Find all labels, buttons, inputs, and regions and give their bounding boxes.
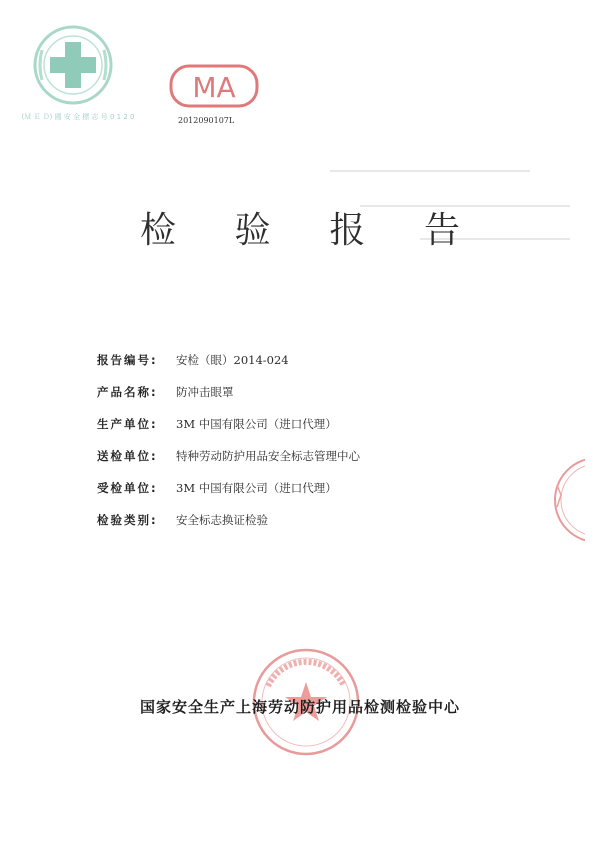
title-char: 告	[423, 210, 460, 251]
safety-logo	[18, 20, 135, 130]
field-value: 特种劳动防护用品安全标志管理中心	[176, 449, 360, 463]
field-submitting-unit	[97, 448, 517, 480]
field-product-name	[97, 384, 517, 416]
field-inspection-type	[97, 512, 517, 544]
field-value: 安检（眼）2014-024	[176, 353, 289, 367]
field-report-number	[97, 352, 517, 384]
field-value: 防冲击眼罩	[176, 385, 234, 399]
field-label: 生产单位:	[97, 417, 158, 431]
title-char: 报	[329, 210, 366, 251]
title-char: 验	[234, 210, 271, 251]
field-label: 受检单位:	[97, 481, 158, 495]
safety-cross-icon	[28, 20, 118, 110]
ma-number: 2012090107L	[178, 116, 235, 125]
logo-caption: (Ｍ Ｅ Ｄ) 國 安 全 標 志 号 0 1 2 0	[21, 113, 135, 121]
partial-seal-right-icon	[545, 455, 585, 545]
field-inspected-unit	[97, 480, 517, 512]
field-value: 3M 中国有限公司（进口代理）	[176, 417, 337, 431]
field-label: 报告编号:	[97, 353, 158, 367]
ma-certification-icon	[168, 62, 260, 110]
field-label: 检验类别:	[97, 513, 158, 527]
issuer-name: 国家安全生产上海劳动防护用品检测检验中心	[139, 698, 460, 716]
field-value: 3M 中国有限公司（进口代理）	[176, 481, 337, 495]
ma-text: MA	[192, 71, 236, 104]
faint-line	[330, 170, 530, 172]
page-title	[140, 202, 460, 250]
title-char: 检	[140, 210, 177, 251]
field-value: 安全标志换证检验	[176, 513, 268, 527]
field-manufacturer	[97, 416, 517, 448]
report-fields	[97, 352, 517, 544]
field-label: 送检单位:	[97, 449, 158, 463]
field-label: 产品名称:	[97, 385, 158, 399]
